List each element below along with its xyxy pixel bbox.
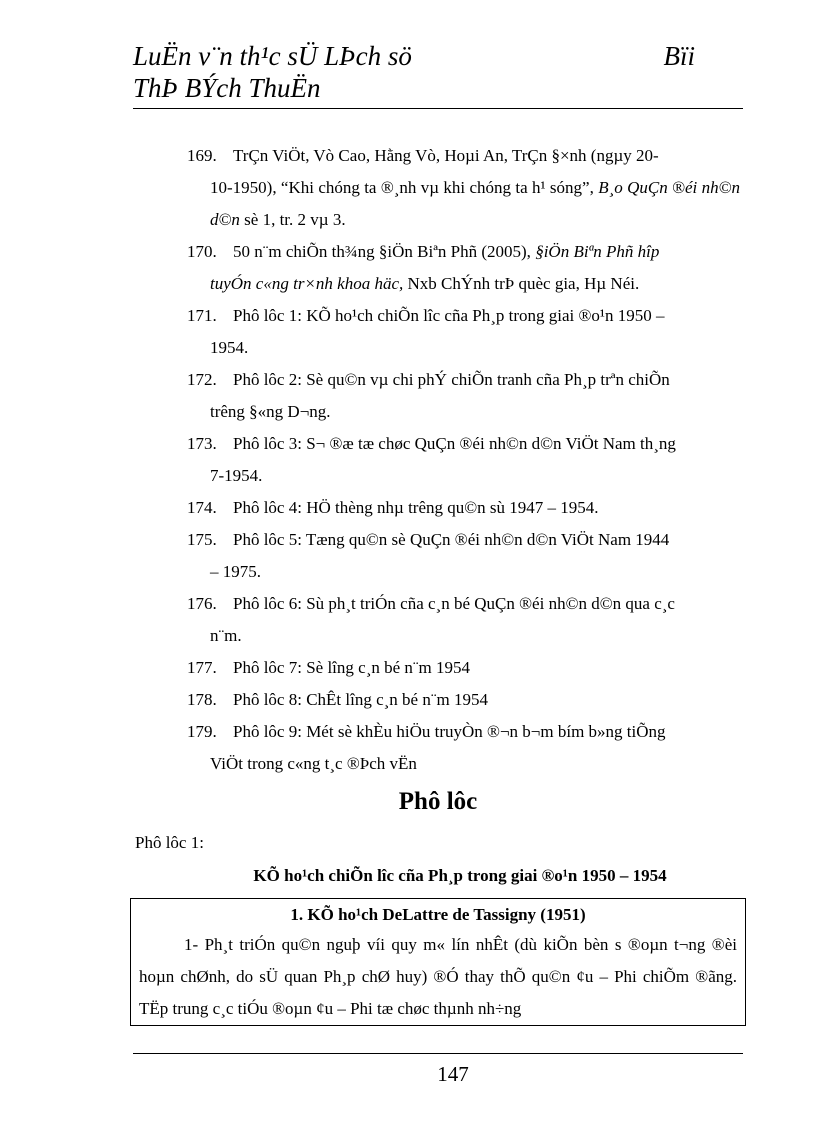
reference-continuation: – 1975. — [210, 562, 261, 581]
reference-source-title: tuyÓn c«ng tr×nh khoa häc, — [210, 274, 404, 293]
reference-number: 174. — [187, 498, 217, 517]
reference-number: 175. — [187, 530, 217, 549]
reference-171 — [187, 300, 740, 364]
reference-continuation: n¨m. — [210, 626, 242, 645]
reference-170 — [187, 236, 740, 300]
reference-179 — [187, 716, 740, 780]
reference-177 — [187, 652, 740, 684]
reference-number: 173. — [187, 434, 217, 453]
reference-text: sè 1, tr. 2 vµ 3. — [239, 210, 346, 229]
reference-text: 10-1950), “Khi chóng ta ®¸nh vµ khi chóng ta h¹ sóng”, — [210, 178, 599, 197]
reference-list — [187, 140, 740, 780]
reference-continuation — [187, 268, 740, 300]
reference-text: Phô lôc 7: Sè lîng c¸n bé n¨m 1954 — [233, 658, 471, 677]
reference-number: 169. — [187, 146, 217, 165]
reference-continuation — [187, 172, 740, 236]
header-author-surname: Bïi — [663, 41, 695, 71]
header-divider — [133, 108, 743, 109]
section-title: Phô lôc — [398, 788, 478, 815]
reference-text: TrÇn ViÖt, Vò Cao, Hằng Vò, Hoµi An, TrÇn §×nh (ngµy 20- — [233, 146, 659, 165]
reference-173 — [187, 428, 740, 492]
reference-number: 172. — [187, 370, 217, 389]
reference-text: Nxb ChÝnh trÞ quèc gia, Hµ Néi. — [403, 274, 640, 293]
reference-number: 170. — [187, 242, 217, 261]
reference-source-title: §iÖn Biªn Phñ hîp — [535, 242, 660, 261]
reference-source-title: B¸o QuÇn ®éi nh©n d©n — [210, 178, 740, 229]
appendix-table-box — [130, 898, 746, 1026]
reference-number: 177. — [187, 658, 217, 677]
header-thesis-title: LuËn v¨n th¹c sÜ LÞch sö — [133, 41, 412, 71]
reference-text: Phô lôc 4: HÖ thèng nhµ trêng qu©n sù 1947 – 1954. — [233, 498, 599, 517]
reference-number: 176. — [187, 594, 217, 613]
page-number: 147 — [437, 1062, 469, 1086]
reference-text: Phô lôc 1: KÕ ho¹ch chiÕn lîc cña Ph¸p trong giai ®o¹n 1950 – — [233, 306, 665, 325]
reference-continuation: trêng §«ng D¬ng. — [210, 402, 331, 421]
reference-text: Phô lôc 6: Sù ph¸t triÓn cña c¸n bé QuÇn ®éi nh©n d©n qua c¸c — [233, 594, 675, 613]
appendix-label: Phô lôc 1: — [135, 833, 204, 852]
reference-174 — [187, 492, 740, 524]
running-header — [133, 40, 743, 104]
reference-number: 171. — [187, 306, 217, 325]
reference-text: Phô lôc 3: S¬ ®æ tæ chøc QuÇn ®éi nh©n d©n ViÖt Nam th¸ng — [233, 434, 676, 453]
appendix-title: KÕ ho¹ch chiÕn lîc cña Ph¸p trong giai ®o¹n 1950 – 1954 — [253, 866, 667, 885]
reference-text: Phô lôc 5: Tæng qu©n sè QuÇn ®éi nh©n d©n ViÖt Nam 1944 — [233, 530, 670, 549]
reference-text: 50 n¨m chiÕn th¾ng §iÖn Biªn Phñ (2005), — [233, 242, 536, 261]
box-paragraph: 1- Ph¸t triÓn qu©n nguþ víi quy m« lín nhÊt (dù kiÕn bèn s ®oµn t¬ng ®èi hoµn chØnh, do sÜ quan Ph¸p chØ huy) ®Ó thay thÕ qu©n ¢u – Phi chiÕm ®ãng. TËp trung c¸c tiÓu ®oµn ¢u – Phi tæ chøc thµnh nh÷ng — [139, 935, 737, 1018]
reference-172 — [187, 364, 740, 428]
reference-169 — [187, 140, 740, 236]
reference-176 — [187, 588, 740, 652]
reference-text: Phô lôc 8: ChÊt lîng c¸n bé n¨m 1954 — [233, 690, 488, 709]
reference-number: 179. — [187, 722, 217, 741]
reference-178 — [187, 684, 740, 716]
reference-continuation: ViÖt trong c«ng t¸c ®Þch vËn — [210, 754, 417, 773]
reference-text: Phô lôc 2: Sè qu©n vµ chi phÝ chiÕn tranh cña Ph¸p trªn chiÕn — [233, 370, 670, 389]
footer-divider — [133, 1053, 743, 1054]
reference-continuation: 7-1954. — [210, 466, 263, 485]
reference-175 — [187, 524, 740, 588]
reference-text: Phô lôc 9: Mét sè khÈu hiÖu truyÒn ®¬n b¬m bím b»ng tiÕng — [233, 722, 666, 741]
header-author-name: ThÞ BÝch ThuËn — [133, 73, 321, 103]
header-line-1 — [133, 40, 743, 72]
reference-number: 178. — [187, 690, 217, 709]
reference-continuation: 1954. — [210, 338, 249, 357]
box-title: 1. KÕ ho¹ch DeLattre de Tassigny (1951) — [290, 905, 586, 924]
